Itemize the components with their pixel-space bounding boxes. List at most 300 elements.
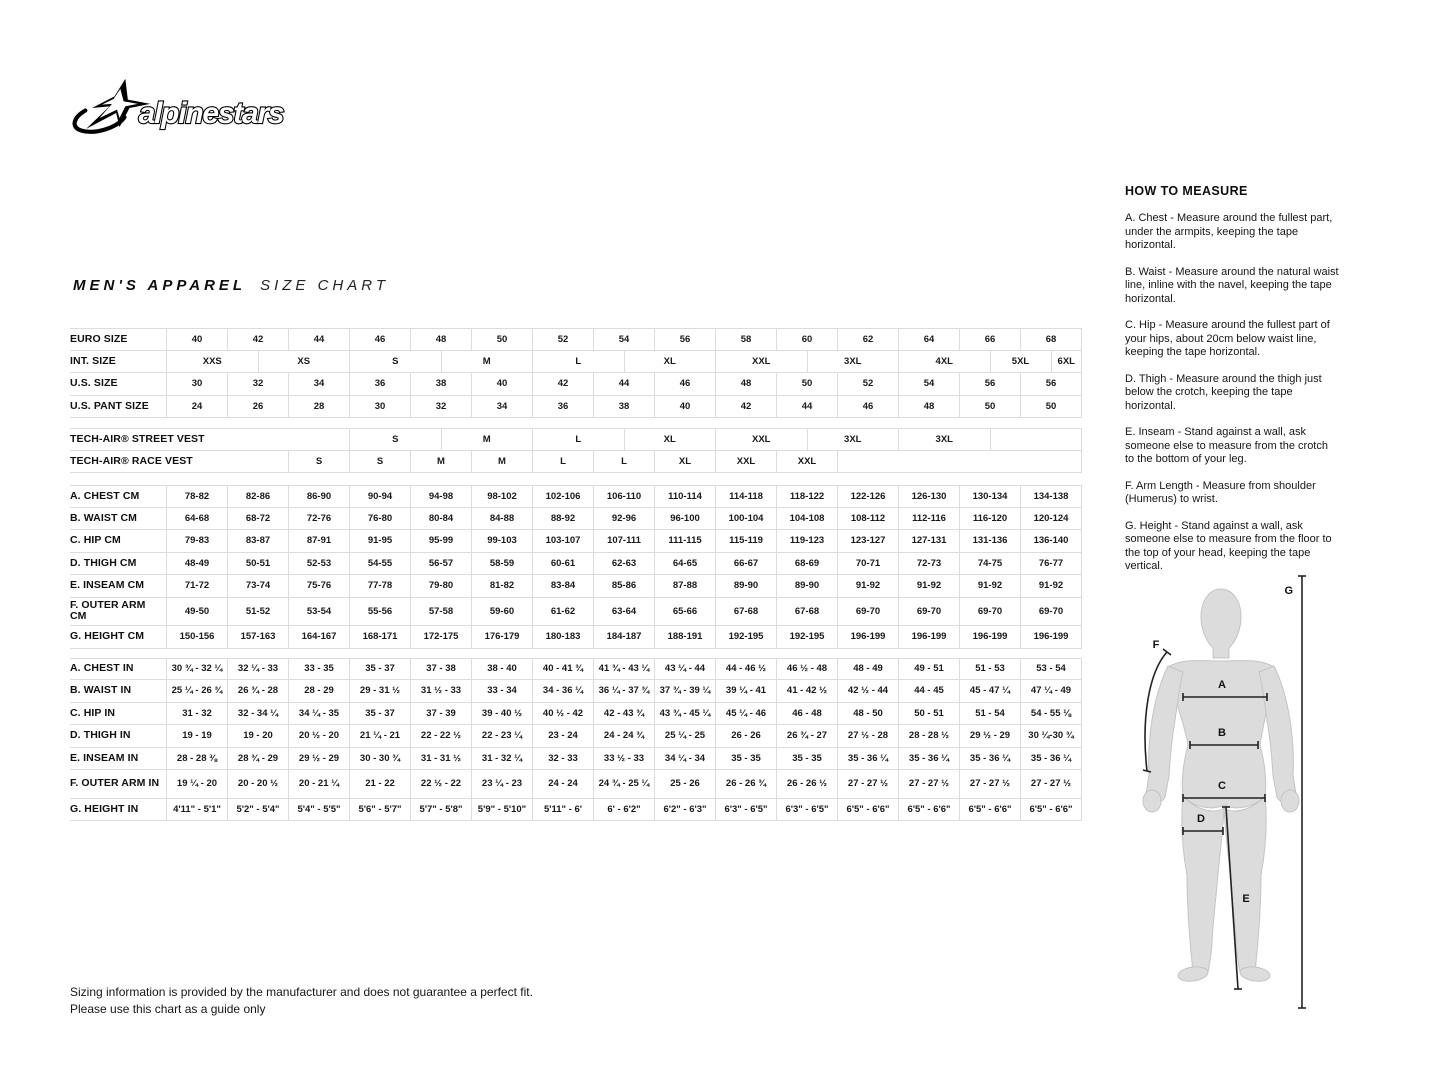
size-cell: 67-68	[776, 598, 837, 626]
size-cell: XXL	[776, 451, 837, 473]
size-cell: 56-57	[410, 553, 471, 575]
row-label: F. OUTER ARM CM	[70, 599, 146, 623]
size-cell: 64-68	[166, 508, 227, 530]
size-cell: 116-120	[959, 508, 1020, 530]
size-cell: 44 - 46 ½	[715, 659, 776, 680]
size-cell: L	[532, 351, 624, 373]
size-cell: 35 - 35	[776, 748, 837, 770]
size-cell: 67-68	[715, 598, 776, 626]
size-cell: 5'4" - 5'5"	[288, 799, 349, 821]
size-cell: 30	[349, 396, 410, 418]
size-cell: 30	[166, 373, 227, 395]
size-cell: 25 ¼ - 25	[654, 725, 715, 747]
size-cell: 45 ¼ - 46	[715, 703, 776, 725]
size-cell: 26 - 26	[715, 725, 776, 747]
size-cell: 55-56	[349, 598, 410, 626]
size-cell: 85-86	[593, 575, 654, 597]
size-cell: 27 - 27 ½	[898, 770, 959, 798]
size-cell: 111-115	[654, 530, 715, 552]
size-cell: 56	[959, 373, 1020, 395]
size-cell: 6'5" - 6'6"	[1020, 799, 1081, 821]
size-cell: 123-127	[837, 530, 898, 552]
size-cell: 32 - 33	[532, 748, 593, 770]
size-cell: 37 - 39	[410, 703, 471, 725]
size-cell: 29 ½ - 29	[288, 748, 349, 770]
size-cell: 196-199	[898, 626, 959, 648]
size-cell: 168-171	[349, 626, 410, 648]
figure-label-height: G	[1284, 585, 1293, 597]
size-cell: 114-118	[715, 486, 776, 507]
size-cell: 51-52	[227, 598, 288, 626]
size-cell: 64-65	[654, 553, 715, 575]
size-cell: 39 ¼ - 41	[715, 680, 776, 702]
size-cell: 40 - 41 ¾	[532, 659, 593, 680]
size-cell: 76-77	[1020, 553, 1081, 575]
size-cell: 5'11" - 6'	[532, 799, 593, 821]
size-cell: 176-179	[471, 626, 532, 648]
size-cell: 73-74	[227, 575, 288, 597]
size-cell: 28 ¾ - 29	[227, 748, 288, 770]
size-cell: 4XL	[898, 351, 990, 373]
size-cell: 48	[410, 329, 471, 350]
measure-instruction-inseam: E. Inseam - Stand against a wall, ask someone else to measure from the crotch to the bottom of your leg.	[1125, 426, 1328, 465]
size-cell: 20 ½ - 20	[288, 725, 349, 747]
size-cell: 35 - 36 ¼	[837, 748, 898, 770]
size-cell: 5'9" - 5'10"	[471, 799, 532, 821]
table-row	[70, 428, 1082, 451]
size-cell: XXL	[715, 429, 807, 450]
size-cell: 24	[166, 396, 227, 418]
size-cell: 69-70	[959, 598, 1020, 626]
row-label: A. CHEST CM	[70, 489, 140, 502]
size-cell: 87-88	[654, 575, 715, 597]
size-cell: 104-108	[776, 508, 837, 530]
size-cell: 72-76	[288, 508, 349, 530]
size-cell: 88-92	[532, 508, 593, 530]
figure-label-chest: A	[1218, 679, 1226, 691]
size-cell: 34	[288, 373, 349, 395]
table-row	[70, 351, 1082, 374]
alpinestars-logo-graphic	[72, 78, 322, 138]
size-cell: 136-140	[1020, 530, 1081, 552]
size-cell: 42	[532, 373, 593, 395]
size-cell: 38 - 40	[471, 659, 532, 680]
size-cell: 29 - 31 ½	[349, 680, 410, 702]
size-cell: 196-199	[959, 626, 1020, 648]
size-cell: 24 - 24 ¾	[593, 725, 654, 747]
table-gap	[70, 418, 1082, 428]
size-cell: 41 - 42 ½	[776, 680, 837, 702]
figure-label-inseam: E	[1242, 893, 1250, 905]
size-cell: 71-72	[166, 575, 227, 597]
size-cell: 87-91	[288, 530, 349, 552]
size-cell: 48	[898, 396, 959, 418]
size-cell: 48 - 49	[837, 659, 898, 680]
table-row	[70, 373, 1082, 396]
size-cell: 22 - 22 ½	[410, 725, 471, 747]
size-cell: 84-88	[471, 508, 532, 530]
size-cell: 37 ¾ - 39 ¼	[654, 680, 715, 702]
size-cell: 34 - 36 ¼	[532, 680, 593, 702]
logo-wordmark: alpinestars	[138, 97, 284, 130]
size-cell: 54	[593, 329, 654, 350]
row-label: U.S. SIZE	[70, 377, 118, 390]
size-cell: 62-63	[593, 553, 654, 575]
size-cell: 5XL	[990, 351, 1051, 373]
size-cell: 39 - 40 ½	[471, 703, 532, 725]
figure-label-hip: C	[1218, 780, 1226, 792]
size-cell: 26 - 26 ½	[776, 770, 837, 798]
row-label: G. HEIGHT IN	[70, 802, 139, 815]
size-cell: 50-51	[227, 553, 288, 575]
size-cell: 192-195	[776, 626, 837, 648]
size-cell: 6'2" - 6'3"	[654, 799, 715, 821]
size-cell: 35 - 36 ¼	[898, 748, 959, 770]
size-cell: 78-82	[166, 486, 227, 507]
size-cell: 27 - 27 ½	[837, 770, 898, 798]
body-diagram	[1125, 568, 1445, 1018]
size-cell: 56	[654, 329, 715, 350]
size-cell: 75-76	[288, 575, 349, 597]
size-cell: 3XL	[898, 429, 990, 450]
size-cell: 44	[593, 373, 654, 395]
size-cell: 20 - 21 ¼	[288, 770, 349, 798]
size-cell: 21 ¼ - 21	[349, 725, 410, 747]
size-cell: 34 ¼ - 35	[288, 703, 349, 725]
size-cell: 32 - 34 ¼	[227, 703, 288, 725]
table-row	[70, 575, 1082, 598]
size-cell: 28 - 28 ½	[898, 725, 959, 747]
size-cell: XL	[624, 429, 716, 450]
size-cell: 5'7" - 5'8"	[410, 799, 471, 821]
table-gap	[70, 473, 1082, 485]
size-cell: 53 - 54	[1020, 659, 1081, 680]
table-row	[70, 328, 1082, 351]
size-cell: 127-131	[898, 530, 959, 552]
size-cell: 51 - 53	[959, 659, 1020, 680]
size-cell: M	[410, 451, 471, 473]
row-label: F. OUTER ARM IN	[70, 777, 160, 790]
measurement-figure	[1125, 568, 1445, 1018]
size-cell: M	[441, 351, 533, 373]
disclaimer-line-1: Sizing information is provided by the manufacturer and does not guarantee a perfect fit.	[70, 985, 533, 999]
size-cell: 44	[776, 396, 837, 418]
size-cell: 31 - 31 ½	[410, 748, 471, 770]
size-cell: 33 - 35	[288, 659, 349, 680]
size-cell: 58-59	[471, 553, 532, 575]
size-cell: 91-95	[349, 530, 410, 552]
size-cell: 192-195	[715, 626, 776, 648]
size-cell: 66	[959, 329, 1020, 350]
table-row	[70, 553, 1082, 576]
size-cell: 4'11" - 5'1"	[166, 799, 227, 821]
size-cell: 27 - 27 ½	[959, 770, 1020, 798]
size-cell: 27 - 27 ½	[1020, 770, 1081, 798]
size-cell: 6'5" - 6'6"	[898, 799, 959, 821]
size-cell: 69-70	[1020, 598, 1081, 626]
size-cell: XL	[624, 351, 716, 373]
size-cell: S	[349, 351, 441, 373]
size-cell: M	[471, 451, 532, 473]
size-cell: 5'2" - 5'4"	[227, 799, 288, 821]
size-cell: 47 ¼ - 49	[1020, 680, 1081, 702]
size-cell: 74-75	[959, 553, 1020, 575]
size-cell: 20 - 20 ½	[227, 770, 288, 798]
size-cell: 6'3" - 6'5"	[715, 799, 776, 821]
size-cell: 108-112	[837, 508, 898, 530]
table-row	[70, 748, 1082, 771]
size-cell: 31 - 32	[166, 703, 227, 725]
size-cell: 83-84	[532, 575, 593, 597]
size-cell: 122-126	[837, 486, 898, 507]
size-cell: 184-187	[593, 626, 654, 648]
size-cell: 66-67	[715, 553, 776, 575]
size-cell: 110-114	[654, 486, 715, 507]
size-cell: 31 ½ - 33	[410, 680, 471, 702]
size-cell: 26 ¾ - 27	[776, 725, 837, 747]
size-cell: 44 - 45	[898, 680, 959, 702]
size-cell: 46	[837, 396, 898, 418]
size-cell: XL	[654, 451, 715, 473]
size-cell: 42	[715, 396, 776, 418]
size-cell: 49-50	[166, 598, 227, 626]
size-cell: 24 - 24	[532, 770, 593, 798]
size-cell: 40	[471, 373, 532, 395]
figure-label-arm: F	[1152, 639, 1160, 651]
size-cell: 91-92	[959, 575, 1020, 597]
size-cell: 6'5" - 6'6"	[959, 799, 1020, 821]
size-cell: 42 ½ - 44	[837, 680, 898, 702]
size-cell: 5'6" - 5'7"	[349, 799, 410, 821]
size-cell: 40 ½ - 42	[532, 703, 593, 725]
size-cell: 29 ½ - 29	[959, 725, 1020, 747]
size-cell: 19 - 19	[166, 725, 227, 747]
size-cell: 92-96	[593, 508, 654, 530]
size-cell: 37 - 38	[410, 659, 471, 680]
size-cell: 60	[776, 329, 837, 350]
size-cell: 21 - 22	[349, 770, 410, 798]
size-cell: L	[532, 429, 624, 450]
size-cell: 25 ¼ - 26 ¾	[166, 680, 227, 702]
size-cell: 61-62	[532, 598, 593, 626]
measure-instruction-height: G. Height - Stand against a wall, ask someone else to measure from the floor to the top of your head, keeping the tape vertical.	[1125, 519, 1332, 572]
size-cell: 90-94	[349, 486, 410, 507]
size-cell: 54 - 55 ⅛	[1020, 703, 1081, 725]
size-cell: 62	[837, 329, 898, 350]
table-row	[70, 658, 1082, 681]
size-cell: 43 ¼ - 44	[654, 659, 715, 680]
size-cell: 25 - 26	[654, 770, 715, 798]
size-cell: 91-92	[837, 575, 898, 597]
size-cell: 196-199	[1020, 626, 1081, 648]
table-row	[70, 770, 1082, 799]
size-cell: 23 ¼ - 23	[471, 770, 532, 798]
size-cell: 43 ¾ - 45 ¼	[654, 703, 715, 725]
size-cell: XXL	[715, 351, 807, 373]
size-cell: 41 ¾ - 43 ¼	[593, 659, 654, 680]
measure-instruction-chest: A. Chest - Measure around the fullest part, under the armpits, keeping the tape horizontal.	[1125, 212, 1333, 251]
size-cell: 32 ¼ - 33	[227, 659, 288, 680]
size-cell: 76-80	[349, 508, 410, 530]
size-cell: M	[441, 429, 533, 450]
size-cell: 77-78	[349, 575, 410, 597]
size-cell: 26 ¾ - 28	[227, 680, 288, 702]
size-cell: 38	[593, 396, 654, 418]
size-cell: 36 ¼ - 37 ¾	[593, 680, 654, 702]
size-cell: XXL	[715, 451, 776, 473]
size-cell: 52-53	[288, 553, 349, 575]
size-cell: 106-110	[593, 486, 654, 507]
size-cell: 100-104	[715, 508, 776, 530]
table-row	[70, 451, 1082, 474]
size-cell: 91-92	[898, 575, 959, 597]
row-label: TECH-AIR® STREET VEST	[70, 432, 205, 445]
size-cell: 103-107	[532, 530, 593, 552]
row-label: C. HIP IN	[70, 706, 116, 719]
size-cell: 35 - 35	[715, 748, 776, 770]
size-cell: 72-73	[898, 553, 959, 575]
row-label: B. WAIST IN	[70, 684, 132, 697]
size-cell: 33 ½ - 33	[593, 748, 654, 770]
size-cell: 52	[532, 329, 593, 350]
measure-instruction-arm-length: F. Arm Length - Measure from shoulder (Humerus) to wrist.	[1125, 479, 1316, 505]
size-cell: 59-60	[471, 598, 532, 626]
row-label: EURO SIZE	[70, 332, 128, 345]
table-row	[70, 799, 1082, 822]
size-cell: 112-116	[898, 508, 959, 530]
size-cell: 26	[227, 396, 288, 418]
size-cell: 42 - 43 ¾	[593, 703, 654, 725]
size-cell: 188-191	[654, 626, 715, 648]
size-cell: 94-98	[410, 486, 471, 507]
measure-instruction-thigh: D. Thigh - Measure around the thigh just below the crotch, keeping the tape horizontal.	[1125, 372, 1322, 412]
size-cell: 6'5" - 6'6"	[837, 799, 898, 821]
size-cell: 35 - 36 ¼	[959, 748, 1020, 770]
size-cell: S	[288, 451, 349, 473]
size-cell: 54	[898, 373, 959, 395]
size-table	[70, 328, 1082, 821]
size-cell: 26 - 26 ¾	[715, 770, 776, 798]
measure-instruction-waist: B. Waist - Measure around the natural waist line, inline with the navel, keeping the tape horizontal.	[1125, 265, 1339, 305]
size-cell: 6'3" - 6'5"	[776, 799, 837, 821]
size-cell: 63-64	[593, 598, 654, 626]
empty-cell	[990, 429, 1082, 450]
size-cell: 81-82	[471, 575, 532, 597]
size-cell: 54-55	[349, 553, 410, 575]
size-cell: 60-61	[532, 553, 593, 575]
table-row	[70, 598, 1082, 627]
size-cell: 180-183	[532, 626, 593, 648]
size-cell: 33 - 34	[471, 680, 532, 702]
disclaimer	[70, 984, 533, 1018]
size-cell: 48 - 50	[837, 703, 898, 725]
page-title-primary: MEN'S APPAREL	[73, 277, 247, 294]
size-cell: 96-100	[654, 508, 715, 530]
size-cell: 69-70	[898, 598, 959, 626]
size-cell: 52	[837, 373, 898, 395]
size-cell: 120-124	[1020, 508, 1081, 530]
page-title-secondary: SIZE CHART	[260, 277, 389, 294]
size-cell: 50 - 51	[898, 703, 959, 725]
size-cell: 79-80	[410, 575, 471, 597]
size-cell: 99-103	[471, 530, 532, 552]
table-gap	[70, 649, 1082, 658]
size-cell: 28 - 28 ⅜	[166, 748, 227, 770]
row-label: E. INSEAM CM	[70, 579, 145, 592]
size-cell: 83-87	[227, 530, 288, 552]
size-cell: 35 - 37	[349, 703, 410, 725]
size-cell: 48-49	[166, 553, 227, 575]
size-cell: 98-102	[471, 486, 532, 507]
size-cell: 89-90	[715, 575, 776, 597]
figure-label-thigh: D	[1197, 813, 1205, 825]
row-label: D. THIGH CM	[70, 556, 137, 569]
size-cell: 35 - 36 ¼	[1020, 748, 1081, 770]
size-cell: 46	[349, 329, 410, 350]
size-cell: 68	[1020, 329, 1081, 350]
size-cell: 50	[959, 396, 1020, 418]
size-cell: 42	[227, 329, 288, 350]
size-cell: 89-90	[776, 575, 837, 597]
size-cell: 50	[471, 329, 532, 350]
size-cell: L	[532, 451, 593, 473]
size-cell: 24 ¾ - 25 ¼	[593, 770, 654, 798]
size-cell: 157-163	[227, 626, 288, 648]
size-cell: 28 - 29	[288, 680, 349, 702]
size-cell: 51 - 54	[959, 703, 1020, 725]
size-cell: 22 - 23 ¼	[471, 725, 532, 747]
logo-star-inner	[100, 89, 138, 118]
row-label: E. INSEAM IN	[70, 751, 139, 764]
size-cell: 6' - 6'2"	[593, 799, 654, 821]
size-cell: 126-130	[898, 486, 959, 507]
size-cell: 30 ¼-30 ¾	[1020, 725, 1081, 747]
row-label: D. THIGH IN	[70, 729, 131, 742]
empty-cell	[837, 451, 1081, 473]
how-to-measure-heading: HOW TO MEASURE	[1125, 184, 1248, 198]
measure-instruction-hip: C. Hip - Measure around the fullest part of your hips, about 20cm below waist line, keeping the tape horizontal.	[1125, 319, 1330, 358]
size-cell: 65-66	[654, 598, 715, 626]
size-cell: 34	[471, 396, 532, 418]
table-row	[70, 626, 1082, 649]
size-cell: 95-99	[410, 530, 471, 552]
size-cell: 45 - 47 ¼	[959, 680, 1020, 702]
size-cell: 164-167	[288, 626, 349, 648]
size-cell: 131-136	[959, 530, 1020, 552]
row-label: INT. SIZE	[70, 354, 116, 367]
size-cell: L	[593, 451, 654, 473]
size-cell: XS	[258, 351, 350, 373]
size-cell: 150-156	[166, 626, 227, 648]
size-cell: 118-122	[776, 486, 837, 507]
size-cell: 53-54	[288, 598, 349, 626]
size-cell: 22 ½ - 22	[410, 770, 471, 798]
size-cell: 172-175	[410, 626, 471, 648]
size-cell: 23 - 24	[532, 725, 593, 747]
table-row	[70, 530, 1082, 553]
size-cell: 115-119	[715, 530, 776, 552]
table-row	[70, 703, 1082, 726]
size-cell: 69-70	[837, 598, 898, 626]
table-row	[70, 725, 1082, 748]
how-to-measure-panel	[1125, 184, 1339, 587]
size-cell: 64	[898, 329, 959, 350]
size-cell: 19 - 20	[227, 725, 288, 747]
size-cell: 68-72	[227, 508, 288, 530]
size-cell: 196-199	[837, 626, 898, 648]
size-cell: 70-71	[837, 553, 898, 575]
size-cell: 27 ½ - 28	[837, 725, 898, 747]
